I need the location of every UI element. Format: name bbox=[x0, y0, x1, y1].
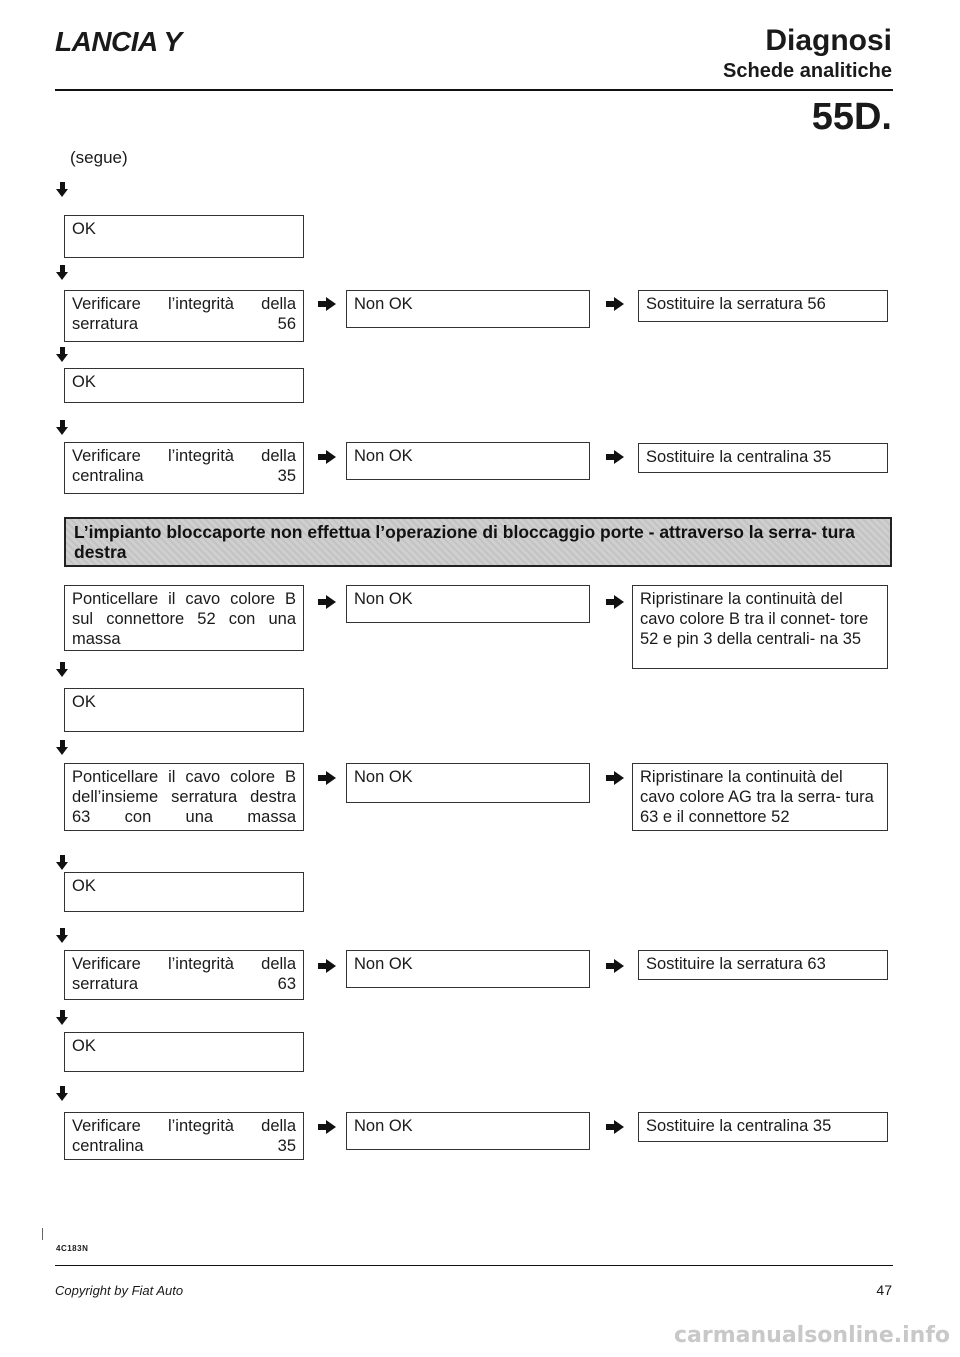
replace-ecu-35b-box: Sostituire la centralina 35 bbox=[638, 1112, 888, 1142]
brand-title: LANCIA Y bbox=[55, 26, 182, 57]
page-number: 47 bbox=[876, 1282, 892, 1298]
continued-label: (segue) bbox=[70, 148, 128, 167]
margin-mark bbox=[42, 1228, 43, 1240]
right-arrow-icon bbox=[606, 772, 624, 784]
ok-box: OK bbox=[64, 872, 304, 912]
right-arrow-icon bbox=[606, 451, 624, 463]
doc-stamp: 4C183N bbox=[56, 1244, 89, 1253]
ok-box: OK bbox=[64, 1032, 304, 1072]
check-ecu-35-box: Verificare l’integrità della centralina 35 bbox=[64, 442, 304, 494]
footer-rule bbox=[55, 1265, 893, 1266]
replace-lock-63-box: Sostituire la serratura 63 bbox=[638, 950, 888, 980]
not-ok-box: Non OK bbox=[346, 442, 590, 480]
right-arrow-icon bbox=[318, 1121, 336, 1133]
ok-box: OK bbox=[64, 688, 304, 732]
restore-b-wire-box: Ripristinare la continuità del cavo colore B tra il connet- tore 52 e pin 3 della centrali- na 35 bbox=[632, 585, 888, 669]
not-ok-box: Non OK bbox=[346, 763, 590, 803]
right-arrow-icon bbox=[606, 596, 624, 608]
right-arrow-icon bbox=[606, 960, 624, 972]
copyright: Copyright by Fiat Auto bbox=[55, 1283, 184, 1298]
right-arrow-icon bbox=[606, 1121, 624, 1133]
right-arrow-icon bbox=[318, 772, 336, 784]
check-ecu-35b-box: Verificare l’integrità della centralina 35 bbox=[64, 1112, 304, 1160]
section-title: Diagnosi bbox=[765, 24, 892, 57]
replace-lock-56-box: Sostituire la serratura 56 bbox=[638, 290, 888, 322]
watermark: carmanualsonline.info bbox=[674, 1323, 950, 1348]
right-arrow-icon bbox=[318, 596, 336, 608]
ok-box: OK bbox=[64, 215, 304, 258]
not-ok-box: Non OK bbox=[346, 585, 590, 623]
check-lock-63-box: Verificare l’integrità della serratura 63 bbox=[64, 950, 304, 1000]
not-ok-box: Non OK bbox=[346, 1112, 590, 1150]
not-ok-box: Non OK bbox=[346, 950, 590, 988]
bridge-b-63-box: Ponticellare il cavo colore B dell’insieme serratura destra 63 con una massa bbox=[64, 763, 304, 831]
right-arrow-icon bbox=[318, 298, 336, 310]
replace-ecu-35-box: Sostituire la centralina 35 bbox=[638, 443, 888, 473]
restore-ag-wire-box: Ripristinare la continuità del cavo colore AG tra la serra- tura 63 e il connettore 52 bbox=[632, 763, 888, 831]
symptom-heading: L’impianto bloccaporte non effettua l’operazione di bloccaggio porte - attraverso la serra- tura destra bbox=[64, 517, 892, 567]
right-arrow-icon bbox=[606, 298, 624, 310]
ok-box: OK bbox=[64, 368, 304, 403]
header-rule bbox=[55, 89, 893, 91]
not-ok-box: Non OK bbox=[346, 290, 590, 328]
check-lock-56-box: Verificare l’integrità della serratura 56 bbox=[64, 290, 304, 342]
right-arrow-icon bbox=[318, 960, 336, 972]
section-subtitle: Schede analitiche bbox=[723, 60, 892, 82]
right-arrow-icon bbox=[318, 451, 336, 463]
section-code: 55D. bbox=[811, 96, 892, 138]
bridge-b-52-box: Ponticellare il cavo colore B sul connettore 52 con una massa bbox=[64, 585, 304, 651]
